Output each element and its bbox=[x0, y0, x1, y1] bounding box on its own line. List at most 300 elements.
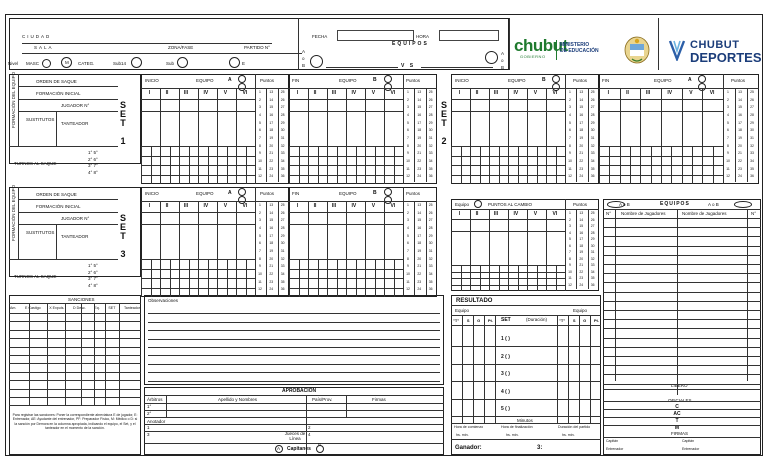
point-number: 23 bbox=[579, 276, 584, 280]
point-number: 14 bbox=[269, 97, 274, 102]
resultado-set-row: 1 ( ) bbox=[501, 336, 510, 342]
serve-a-circle-3[interactable] bbox=[238, 188, 246, 196]
grid-line bbox=[289, 212, 403, 213]
roster-row-line bbox=[603, 347, 761, 348]
sub14-checkbox[interactable] bbox=[131, 57, 142, 68]
point-number: 31 bbox=[280, 249, 285, 253]
resultado-duracion: (Duración) bbox=[526, 317, 548, 322]
grid-line bbox=[246, 146, 247, 184]
point-number: 9 bbox=[407, 151, 409, 156]
point-number: 18 bbox=[738, 128, 742, 133]
point-number: 13 bbox=[417, 203, 422, 207]
grid-line bbox=[189, 259, 190, 297]
roster-row-line bbox=[603, 301, 761, 302]
point-number: 24 bbox=[579, 174, 584, 179]
grid-line bbox=[299, 146, 300, 184]
point-number: 28 bbox=[590, 230, 595, 235]
grid-line bbox=[451, 219, 565, 220]
grid-line bbox=[480, 146, 481, 184]
point-number: 16 bbox=[269, 226, 274, 230]
grid-line bbox=[713, 146, 714, 184]
point-number: 30 bbox=[428, 128, 433, 133]
equipo-2a: EQUIPO bbox=[508, 78, 526, 83]
resultado-set-row: 3 ( ) bbox=[501, 371, 510, 377]
point-number: 35 bbox=[428, 279, 433, 284]
point-number: 2 bbox=[569, 97, 571, 102]
observaciones-line bbox=[148, 355, 440, 356]
set-letters-1: S E T 1 bbox=[119, 100, 126, 146]
grid-line bbox=[179, 259, 180, 297]
sanciones-col-line bbox=[105, 303, 106, 405]
m-label: M bbox=[65, 60, 69, 65]
team-b-letter-2: B bbox=[542, 77, 546, 83]
grid-line bbox=[365, 146, 366, 184]
equipo-change: Equipo bbox=[455, 202, 470, 207]
observaciones-line bbox=[148, 330, 440, 331]
point-number: 21 bbox=[579, 263, 584, 267]
grid-line bbox=[246, 259, 247, 297]
roster-row-line bbox=[603, 236, 761, 237]
point-number: 34 bbox=[590, 269, 595, 274]
roster-aob-left: A o B bbox=[619, 202, 630, 207]
grid-line bbox=[394, 259, 395, 297]
grid-line bbox=[217, 259, 218, 297]
anotador-label: Anotador bbox=[147, 419, 166, 424]
grid-line bbox=[556, 265, 557, 291]
roster-right-circle[interactable] bbox=[734, 201, 752, 208]
serve-b-circle-1[interactable] bbox=[384, 75, 392, 83]
grid-line bbox=[470, 146, 471, 184]
grid-line bbox=[461, 265, 462, 291]
resultado-equipo-right: Equipo bbox=[573, 308, 588, 313]
set-number-3: 3 bbox=[120, 249, 126, 259]
point-number: 8 bbox=[569, 256, 571, 261]
team-b-letter-3: B bbox=[373, 190, 377, 196]
grid-line bbox=[289, 111, 403, 112]
de-educacion-text: DE EDUCACIÓN bbox=[560, 47, 599, 54]
grid-line bbox=[198, 146, 199, 184]
resultado-cols-right: "T" S G Pt. bbox=[559, 318, 599, 323]
point-number: 17 bbox=[269, 120, 274, 125]
roster-row-line bbox=[603, 338, 761, 339]
point-number: 25 bbox=[590, 90, 595, 94]
puntos-1a: Puntos bbox=[260, 78, 275, 83]
point-number: 10 bbox=[726, 159, 730, 163]
point-number: 11 bbox=[726, 166, 730, 171]
fin-3b: FIN bbox=[292, 191, 300, 196]
observaciones-line bbox=[148, 381, 440, 382]
point-number: 21 bbox=[417, 151, 422, 156]
point-number: 27 bbox=[428, 218, 433, 223]
point-number: 13 bbox=[269, 203, 274, 207]
point-number: 20 bbox=[738, 143, 742, 148]
jl-4: 4 bbox=[308, 432, 311, 437]
resultado-set-row: 2 ( ) bbox=[501, 353, 510, 360]
grid-line bbox=[609, 146, 610, 184]
team-right-circle[interactable] bbox=[485, 51, 498, 64]
serve-b-circle-3[interactable] bbox=[384, 188, 392, 196]
serve-a-circle-1[interactable] bbox=[238, 75, 246, 83]
point-number: 33 bbox=[280, 151, 285, 156]
point-number: 32 bbox=[590, 143, 595, 148]
point-number: 10 bbox=[258, 272, 262, 276]
oficiales-row-line bbox=[603, 425, 761, 426]
roster-row-line bbox=[603, 255, 761, 256]
point-number: 13 bbox=[579, 211, 584, 215]
roster-row-line bbox=[603, 328, 761, 329]
puntos-2b: Puntos bbox=[731, 78, 746, 83]
grid-line bbox=[217, 146, 218, 184]
grid-line bbox=[451, 111, 565, 112]
resultado-col-line bbox=[579, 315, 580, 423]
hora-field[interactable] bbox=[439, 30, 499, 41]
resultado-col-line bbox=[484, 315, 485, 423]
point-number: 15 bbox=[269, 105, 274, 110]
point-number: 25 bbox=[280, 90, 285, 94]
jl-2: 2 bbox=[308, 425, 311, 430]
team-a-letter-1: A bbox=[228, 77, 232, 83]
grid-line bbox=[451, 146, 452, 184]
sustitutos-1: SUSTITUTOS bbox=[26, 117, 55, 122]
grid-line bbox=[499, 146, 500, 184]
romans-1b: I II III IV V VI bbox=[296, 90, 396, 96]
point-number: 32 bbox=[750, 143, 754, 148]
formacion-equipo-label-1: FORMACIÓN DEL EQUIPO bbox=[11, 71, 16, 128]
grid-line bbox=[599, 146, 600, 184]
point-number: 17 bbox=[417, 233, 422, 238]
grid-line bbox=[451, 265, 452, 291]
grid-line bbox=[308, 146, 309, 184]
point-number: 34 bbox=[428, 272, 433, 276]
fecha-label: FECHA bbox=[312, 34, 328, 39]
grid-line bbox=[470, 265, 471, 291]
point-number: 5 bbox=[407, 120, 409, 125]
point-number: 28 bbox=[428, 113, 433, 117]
grid-line bbox=[170, 259, 171, 297]
resultado-col-line bbox=[590, 315, 591, 423]
point-number: 14 bbox=[417, 210, 422, 215]
grid-line bbox=[170, 146, 171, 184]
point-number: 6 bbox=[407, 241, 409, 246]
chubut-deportes-logo bbox=[690, 40, 762, 64]
sanciones-col-line bbox=[81, 303, 82, 405]
sub-label: Sub bbox=[166, 61, 175, 66]
point-number: 25 bbox=[428, 90, 433, 94]
zona-fase-label: ZONA/FASE bbox=[168, 45, 194, 50]
turn-row: 2° 6° bbox=[88, 269, 98, 275]
aprobacion-title: APROBACIÓN bbox=[282, 388, 317, 394]
point-number: 24 bbox=[269, 287, 274, 292]
point-number: 17 bbox=[269, 233, 274, 238]
formacion-inicial-1: FORMACIÓN INICIAL bbox=[36, 91, 81, 96]
grid-line bbox=[599, 99, 723, 100]
change-team-circle[interactable] bbox=[474, 200, 482, 208]
point-number: 15 bbox=[579, 105, 584, 110]
fem-checkbox[interactable] bbox=[42, 59, 51, 68]
point-number: 29 bbox=[750, 120, 754, 125]
serve-circle-2a[interactable] bbox=[552, 75, 560, 83]
hora-finalizacion: Hora de finalización bbox=[501, 425, 533, 429]
point-number: 35 bbox=[280, 166, 285, 171]
grid-line bbox=[289, 99, 403, 100]
point-number: 19 bbox=[269, 136, 274, 140]
resultado-col-line bbox=[473, 315, 474, 423]
point-number: 18 bbox=[417, 241, 422, 246]
point-number: 26 bbox=[280, 97, 285, 102]
inicio-3a: INICIO bbox=[145, 191, 159, 196]
team-b-letter-1: B bbox=[373, 77, 377, 83]
point-number: 36 bbox=[280, 287, 285, 292]
point-number: 5 bbox=[259, 120, 261, 125]
point-number: 26 bbox=[590, 97, 595, 102]
point-number: 22 bbox=[579, 159, 584, 163]
grid-line bbox=[318, 146, 319, 184]
point-number: 11 bbox=[568, 166, 572, 171]
puntos-3b: Puntos bbox=[406, 191, 421, 196]
point-number: 13 bbox=[579, 90, 584, 94]
point-number: 23 bbox=[579, 166, 584, 171]
point-number: 19 bbox=[269, 249, 274, 253]
grid-line bbox=[208, 259, 209, 297]
grid-line bbox=[141, 259, 142, 297]
equipo-3a: EQUIPO bbox=[196, 191, 214, 196]
point-number: 3 bbox=[569, 224, 571, 228]
fin-1b: FIN bbox=[292, 78, 300, 83]
puntos-al-cambio: PUNTOS AL CAMBIO bbox=[488, 202, 533, 207]
point-number: 4 bbox=[727, 113, 729, 117]
point-number: 25 bbox=[590, 211, 595, 215]
grid-line bbox=[461, 146, 462, 184]
puntos-2a: Puntos bbox=[573, 78, 588, 83]
romans-3a: I II III IV V VI bbox=[148, 203, 248, 209]
point-number: 21 bbox=[579, 151, 584, 156]
vs-label: V S bbox=[401, 63, 416, 69]
point-number: 31 bbox=[590, 136, 595, 140]
romans-change: I II III IV V VI bbox=[458, 211, 558, 217]
sala-label: SALA bbox=[34, 45, 54, 50]
tanteador-3: TANTEADOR bbox=[61, 234, 89, 239]
point-number: 34 bbox=[428, 159, 433, 163]
other-checkbox-label: E bbox=[242, 61, 246, 66]
inicio-1a: INICIO bbox=[145, 78, 159, 83]
point-number: 24 bbox=[417, 287, 422, 292]
point-number: 1 bbox=[407, 90, 409, 94]
point-number: 18 bbox=[269, 128, 274, 133]
point-number: 28 bbox=[280, 226, 285, 230]
roster-row-line bbox=[603, 374, 761, 375]
observaciones-title: Observaciones bbox=[148, 298, 179, 303]
orden-saque-3: ORDEN DE SAQUE bbox=[36, 192, 77, 197]
point-number: 3 bbox=[407, 218, 409, 223]
romans-2b: I II III IV V VI bbox=[607, 90, 715, 96]
point-number: 19 bbox=[738, 136, 742, 140]
hs-min-2: hs. min. bbox=[506, 433, 519, 437]
turn-row: 3° 7° bbox=[88, 276, 98, 281]
point-number: 14 bbox=[579, 97, 584, 102]
duracion-partido: Duración del partido bbox=[558, 425, 591, 429]
point-number: 10 bbox=[406, 159, 410, 163]
point-number: 4 bbox=[569, 113, 571, 117]
sub-checkbox[interactable] bbox=[177, 57, 188, 68]
turn-row: 4° 8° bbox=[88, 169, 98, 175]
point-number: 12 bbox=[568, 174, 572, 179]
point-number: 1 bbox=[407, 203, 409, 207]
grid-line bbox=[208, 146, 209, 184]
point-number: 8 bbox=[727, 143, 729, 148]
point-number: 27 bbox=[280, 218, 285, 223]
point-number: 36 bbox=[590, 282, 595, 287]
set-letters-3: S E T 3 bbox=[119, 213, 126, 259]
point-number: 35 bbox=[590, 166, 595, 171]
romans-2a: I II III IV V VI bbox=[458, 90, 558, 96]
grid-line bbox=[451, 99, 565, 100]
point-number: 1 bbox=[727, 90, 729, 94]
jl-1: 1 bbox=[147, 425, 150, 430]
point-number: 32 bbox=[428, 143, 433, 148]
point-number: 30 bbox=[280, 241, 285, 246]
point-number: 5 bbox=[259, 233, 261, 238]
point-number: 8 bbox=[259, 256, 261, 261]
point-number: 30 bbox=[590, 128, 595, 133]
resultado-set: SET bbox=[501, 317, 511, 323]
firma-entrenador-a: Entrenador bbox=[606, 447, 624, 451]
point-number: 31 bbox=[428, 249, 433, 253]
point-number: 33 bbox=[590, 263, 595, 267]
other-checkbox[interactable] bbox=[229, 57, 240, 68]
point-number: 14 bbox=[269, 210, 274, 215]
point-number: 32 bbox=[280, 256, 285, 261]
point-number: 19 bbox=[579, 250, 584, 254]
point-number: 12 bbox=[406, 174, 410, 179]
point-number: 26 bbox=[280, 210, 285, 215]
point-number: 17 bbox=[579, 120, 584, 125]
libero-label: LIBERO bbox=[671, 383, 688, 388]
sanciones-headers: Am. E Castigo X Expuls. D Desc. Eq. SET Tanteador bbox=[10, 306, 140, 310]
fin-2b: FIN bbox=[602, 78, 610, 83]
a-or-b-left: A o B bbox=[302, 49, 306, 69]
point-number: 12 bbox=[258, 287, 262, 292]
oficiales-row-line bbox=[603, 409, 761, 410]
sanciones-col-line bbox=[119, 303, 120, 405]
point-number: 35 bbox=[750, 166, 754, 171]
point-number: 33 bbox=[590, 151, 595, 156]
point-number: 22 bbox=[269, 272, 274, 276]
grid-line bbox=[289, 146, 290, 184]
grid-line bbox=[620, 146, 621, 184]
point-number: 21 bbox=[269, 151, 274, 156]
point-number: 33 bbox=[428, 264, 433, 269]
team-a-letter-2: A bbox=[688, 77, 692, 83]
grid-line bbox=[141, 224, 255, 225]
hora-comienzo: Hora de comienzo bbox=[454, 425, 484, 429]
ganador-label: Ganador: bbox=[455, 445, 482, 451]
point-number: 13 bbox=[738, 90, 742, 94]
grid-line bbox=[518, 146, 519, 184]
grid-line bbox=[508, 265, 509, 291]
resultado-set-row: 4 ( ) bbox=[501, 388, 510, 395]
point-number: 16 bbox=[579, 230, 584, 235]
grid-line bbox=[151, 146, 152, 184]
hs-min-1: hs. min. bbox=[456, 433, 469, 437]
point-number: 1 bbox=[569, 90, 571, 94]
point-number: 7 bbox=[569, 250, 571, 254]
grid-line bbox=[179, 146, 180, 184]
point-number: 10 bbox=[568, 159, 572, 163]
grid-line bbox=[682, 146, 683, 184]
categ-label: CATEG. bbox=[78, 61, 95, 66]
point-number: 36 bbox=[428, 174, 433, 179]
roster-nombre-right: Nombre de Jugadores bbox=[682, 211, 727, 216]
score-sheet bbox=[5, 14, 763, 456]
point-number: 18 bbox=[579, 128, 584, 133]
point-number: 34 bbox=[590, 159, 595, 163]
point-number: 26 bbox=[428, 210, 433, 215]
grid-line bbox=[346, 259, 347, 297]
point-number: 15 bbox=[738, 105, 742, 110]
point-number: 26 bbox=[428, 97, 433, 102]
roster-row-line bbox=[603, 356, 761, 357]
resultado-col-line bbox=[568, 315, 569, 423]
point-number: 35 bbox=[428, 166, 433, 171]
grid-line bbox=[308, 259, 309, 297]
point-number: 34 bbox=[750, 159, 754, 163]
fecha-field[interactable] bbox=[337, 30, 414, 41]
point-number: 36 bbox=[280, 174, 285, 179]
chubut-deportes-icon bbox=[668, 39, 686, 61]
point-number: 6 bbox=[727, 128, 729, 133]
team-left-circle[interactable] bbox=[310, 55, 323, 68]
grid-line bbox=[537, 146, 538, 184]
point-number: 6 bbox=[259, 241, 261, 246]
partido-label: PARTIDO N° bbox=[244, 45, 270, 50]
grid-line bbox=[375, 146, 376, 184]
ministerio-text: MINISTERIO bbox=[560, 42, 590, 48]
grid-line bbox=[640, 146, 641, 184]
point-number: 11 bbox=[406, 166, 410, 171]
point-number: 24 bbox=[738, 174, 742, 179]
grid-line bbox=[489, 146, 490, 184]
point-number: 16 bbox=[738, 113, 742, 117]
oficiales-row-line bbox=[603, 417, 761, 418]
point-number: 9 bbox=[569, 151, 571, 156]
point-number: 1 bbox=[569, 211, 571, 215]
point-number: 15 bbox=[417, 218, 422, 223]
roster-nombre-left: Nombre de Jugadores bbox=[621, 211, 666, 216]
point-number: 23 bbox=[417, 279, 422, 284]
point-number: 17 bbox=[417, 120, 422, 125]
point-number: 18 bbox=[417, 128, 422, 133]
serve-circle-2b[interactable] bbox=[698, 75, 706, 83]
arbitro-2: 2° bbox=[147, 411, 152, 416]
point-number: 32 bbox=[280, 143, 285, 148]
grid-line bbox=[327, 259, 328, 297]
point-number: 10 bbox=[258, 159, 262, 163]
grid-line bbox=[661, 146, 662, 184]
grid-line bbox=[337, 259, 338, 297]
grid-line bbox=[189, 146, 190, 184]
turnos-saque-1: TURNOS AL SAQUE bbox=[14, 161, 57, 166]
point-number: 16 bbox=[417, 113, 422, 117]
point-number: 15 bbox=[269, 218, 274, 223]
point-number: 26 bbox=[590, 217, 595, 222]
point-number: 10 bbox=[406, 272, 410, 276]
grid-line bbox=[227, 259, 228, 297]
arbitros-label: Árbitros bbox=[147, 397, 163, 402]
point-number: 2 bbox=[259, 97, 261, 102]
turn-row: 4° 8° bbox=[88, 282, 98, 288]
point-number: 31 bbox=[590, 250, 595, 254]
point-number: 30 bbox=[428, 241, 433, 246]
